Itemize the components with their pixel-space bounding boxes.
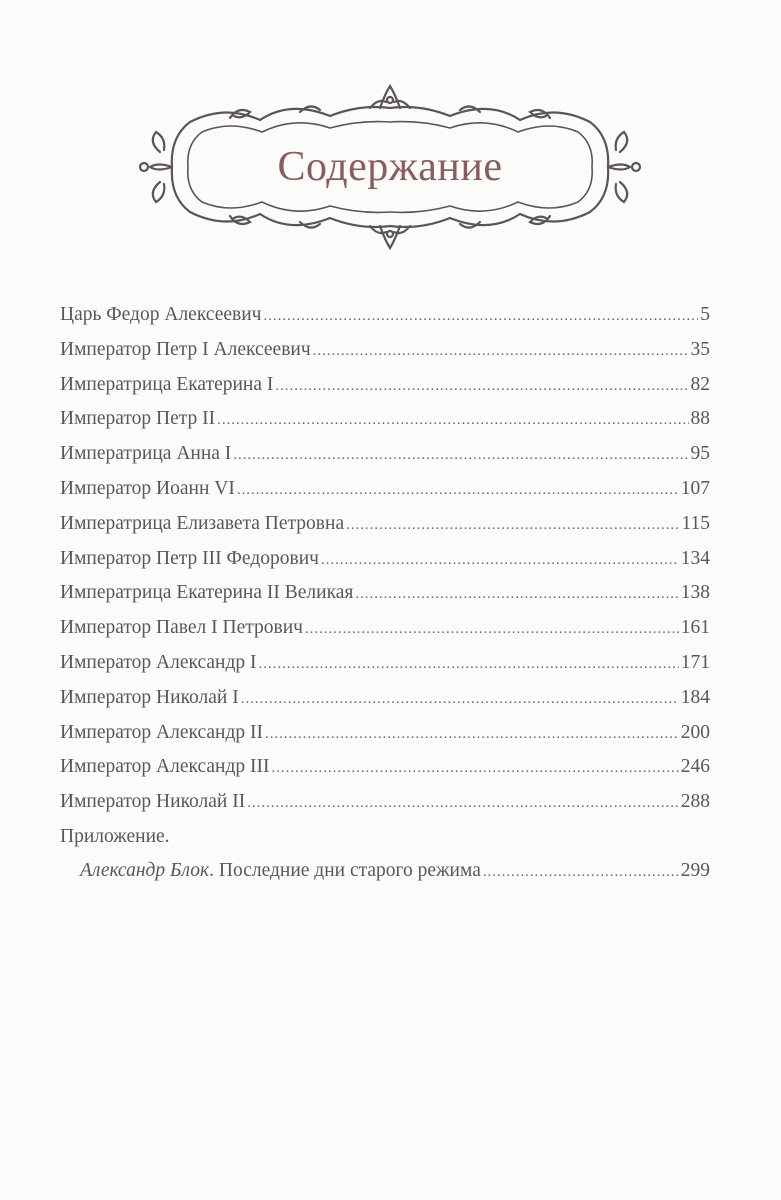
toc-entry bbox=[60, 611, 710, 646]
toc-entry bbox=[60, 437, 710, 472]
toc-entry-page: 82 bbox=[690, 373, 710, 395]
toc-entry-page: 299 bbox=[680, 859, 710, 881]
toc-entry bbox=[60, 333, 710, 368]
toc-entry-page: 5 bbox=[700, 304, 710, 325]
toc-entry-page: 288 bbox=[680, 791, 710, 813]
toc-entry-page: 107 bbox=[680, 477, 710, 499]
dot-leader bbox=[313, 334, 689, 369]
table-of-contents bbox=[60, 298, 710, 889]
dot-leader bbox=[247, 786, 679, 821]
toc-entry-title: Император Николай II bbox=[60, 791, 246, 813]
dot-leader bbox=[217, 403, 688, 438]
toc-entry-page: 35 bbox=[690, 338, 710, 360]
toc-entry-page: 95 bbox=[690, 443, 710, 465]
toc-entry-title: Императрица Екатерина II Великая bbox=[60, 582, 354, 604]
toc-entry-page: 115 bbox=[681, 512, 710, 534]
toc-entry bbox=[60, 716, 710, 751]
toc-entry-title: Император Петр I Алексеевич bbox=[60, 338, 311, 360]
toc-entry-page: 184 bbox=[680, 686, 710, 708]
ornamental-title-frame bbox=[130, 82, 650, 252]
toc-entry bbox=[60, 472, 710, 507]
toc-entry-title: Император Иоанн VI bbox=[60, 477, 235, 499]
toc-entry bbox=[60, 785, 710, 820]
toc-entry bbox=[60, 298, 710, 333]
toc-entry-page: 246 bbox=[680, 756, 710, 778]
toc-entry bbox=[60, 402, 710, 437]
toc-entry bbox=[60, 750, 710, 785]
toc-entry-page: 200 bbox=[680, 721, 710, 743]
dot-leader bbox=[272, 751, 679, 786]
dot-leader bbox=[263, 299, 698, 334]
toc-entry-title: Императрица Анна I bbox=[60, 443, 232, 465]
dot-leader bbox=[305, 612, 679, 647]
toc-entry-page: 171 bbox=[680, 651, 710, 673]
toc-entry bbox=[60, 368, 710, 403]
toc-entry bbox=[60, 681, 710, 716]
toc-entry-title: Император Павел I Петрович bbox=[60, 617, 303, 639]
appendix-title: . Последние дни старого режима bbox=[209, 859, 481, 881]
dot-leader bbox=[275, 369, 688, 404]
toc-entry-page: 161 bbox=[680, 617, 710, 639]
toc-entry-title: Император Александр III bbox=[60, 756, 270, 778]
toc-entry-title: Император Петр III Федорович bbox=[60, 547, 319, 569]
dot-leader bbox=[237, 473, 679, 508]
toc-entry bbox=[60, 576, 710, 611]
page-title: Содержание bbox=[277, 144, 503, 190]
toc-entry-page: 138 bbox=[680, 582, 710, 604]
toc-entry-title bbox=[80, 854, 481, 889]
dot-leader bbox=[265, 717, 679, 752]
toc-entry-title: Царь Федор Алексеевич bbox=[60, 304, 262, 325]
dot-leader bbox=[483, 855, 679, 890]
toc-entry bbox=[60, 646, 710, 681]
appendix-author: Александр Блок bbox=[80, 859, 210, 881]
dot-leader bbox=[355, 577, 678, 612]
toc-entry bbox=[60, 542, 710, 577]
toc-entry-title: Император Александр I bbox=[60, 651, 257, 673]
appendix-heading: Приложение. bbox=[60, 825, 170, 847]
toc-entry-title: Император Александр II bbox=[60, 721, 264, 743]
toc-entry-page: 134 bbox=[680, 547, 710, 569]
toc-entry-title: Императрица Елизавета Петровна bbox=[60, 512, 345, 534]
dot-leader bbox=[346, 508, 679, 543]
dot-leader bbox=[259, 647, 679, 682]
toc-entry-title: Император Петр II bbox=[60, 408, 216, 430]
toc-entry bbox=[60, 507, 710, 542]
dot-leader bbox=[233, 438, 688, 473]
toc-entry-title: Император Николай I bbox=[60, 686, 239, 708]
dot-leader bbox=[321, 543, 679, 578]
toc-entry-appendix bbox=[60, 854, 710, 889]
toc-entry-page: 88 bbox=[690, 408, 710, 430]
dot-leader bbox=[241, 682, 679, 717]
toc-entry-title: Императрица Екатерина I bbox=[60, 373, 274, 395]
